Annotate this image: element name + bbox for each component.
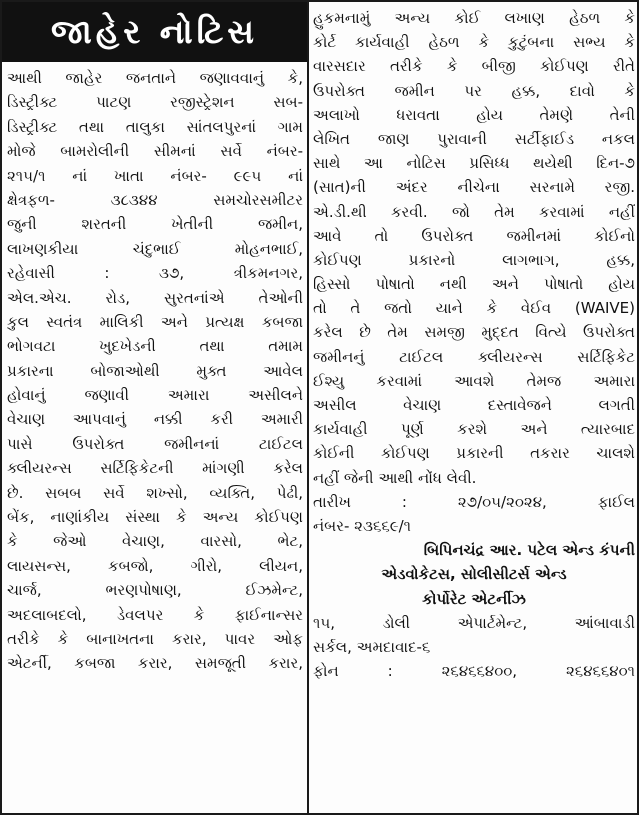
notice-line: એટર્ની, કબજા કરાર, સમજૂતી કરાર, <box>7 654 303 673</box>
notice-line: ડિસ્ટ્રીક્ટ પાટણ રજીસ્ટ્રેશન સબ- <box>7 93 303 112</box>
notice-line: આથી જાહેર જનતાને જણાવવાનું કે, <box>7 69 303 87</box>
address-line: સર્કલ, અમદાવાદ-૬ <box>313 637 431 656</box>
notice-line: છે. સબબ સર્વે શખ્સો, વ્યક્તિ, પેઢી, <box>7 483 303 502</box>
notice-line: કુલ સ્વતંત્ર માલિકી અને પ્રત્યક્ષ કબજા <box>7 312 303 331</box>
notice-line: તો તે જતો યાને કે વેઈવ (WAIVE) <box>313 299 635 318</box>
notice-line: ચાર્જ, ભરણપોષાણ, ઈઝમેન્ટ, <box>7 581 303 600</box>
notice-line: બેંક, નાણાંકીય સંસ્થા કે અન્ય કોઈપણ <box>7 508 303 527</box>
notice-line: ભોગવટા ખુદખેડની તથા તમામ <box>7 337 303 356</box>
column-divider <box>307 2 309 813</box>
notice-line: પ્રકારના બોજાઓથી મુક્ત આવેલ <box>7 361 303 380</box>
notice-line: પાસે ઉપરોક્ત જમીનનાં ટાઈટલ <box>7 434 303 453</box>
notice-line: કરેલ છે તેમ સમજી મુદ્દત વિત્યે ઉપરોક્ત <box>313 323 635 342</box>
notice-line: ૨૧૫/૧ નાં ખાતા નંબર- ૯૯૫ નાં <box>7 166 303 185</box>
notice-line: અલાખો ધરાવતા હોય તેમણે તેની <box>313 105 635 124</box>
file-number-line: નંબર- ૨૩૬૬૯/૧ <box>313 516 412 535</box>
notice-line: એલ.એચ. રોડ, સુરતનાંએ તેઓની <box>7 288 303 307</box>
notice-line: સાથે આ નોટિસ પ્રસિધ્ધ થયેથી દિન-૭ <box>313 154 635 173</box>
notice-line: અસીલ વેચાણ દસ્તાવેજને લગતી <box>313 396 635 414</box>
notice-title: જાહેર નોટિસ <box>50 12 259 51</box>
firm-name: બિપિનચંદ્ર આર. પટેલ એન્ડ કંપની <box>423 541 635 560</box>
notice-line: જમીનનું ટાઈટલ ક્લીયરન્સ સર્ટિફિકેટ <box>313 347 635 366</box>
notice-line: જુની શરતની ખેતીની જમીન, <box>7 215 303 234</box>
notice-line: હિસ્સો પોષાતો નથી અને પોષાતો હોય <box>313 275 635 294</box>
notice-line: આવે તો ઉપરોક્ત જમીનમાં કોઈનો <box>313 226 635 245</box>
address-line: ૧૫, ડોલી એપાર્ટમેન્ટ, આંબાવાડી <box>313 613 635 632</box>
firm-designation: કોર્પોરેટ એટર્નીઝ <box>422 589 526 608</box>
notice-line: ક્લીયરન્સ સર્ટિફિકેટની માંગણી કરેલ <box>7 459 303 478</box>
notice-line: રહેવાસી : ૩૭, ત્રીકમનગર, <box>7 264 303 283</box>
notice-column-left <box>7 66 303 812</box>
notice-line: નહીં જેની આથી નોંધ લેવી. <box>313 468 477 487</box>
notice-line: લાખણકીયા ચંદુભાઈ મોહનભાઈ, <box>7 239 303 258</box>
notice-line: એ.ડી.થી કરવી. જો તેમ કરવામાં નહીં <box>313 202 635 221</box>
notice-line: વેચાણ આપવાનું નક્કી કરી અમારી <box>7 410 303 429</box>
notice-line: મોજે બામરોલીની સીમનાં સર્વે નંબર- <box>7 142 303 161</box>
notice-line: તરીકે કે બાનાખતના કરાર, પાવર ઓફ <box>7 629 303 648</box>
notice-header <box>2 2 307 62</box>
notice-line: અદલાબદલો, ડેવલપર કે ફાઈનાન્સર <box>7 605 303 624</box>
notice-line: લાયસન્સ, કબજો, ગીરો, લીયન, <box>7 556 303 575</box>
notice-line: ક્ષેત્રફળ- ૩૮૩૪૪ સમચોરસમીટર <box>7 190 303 209</box>
phone-line: ફોન : ૨૬૪૬૬૪૦૦, ૨૬૪૬૬૪૦૧ <box>313 662 635 681</box>
notice-line: લેખિત જાણ પુરાવાની સર્ટીફાઈડ નકલ <box>313 129 635 148</box>
notice-line: કે જેઓ વેચાણ, વારસો, ભેટ, <box>7 532 303 551</box>
firm-designation: એડવોકેટસ, સોલીસીટર્સ એન્ડ <box>381 565 567 584</box>
notice-column-right <box>313 6 635 812</box>
notice-line: વારસદાર તરીકે કે બીજી કોઈપણ રીતે <box>313 57 635 76</box>
notice-line: ઈશ્યુ કરવામાં આવશે તેમજ અમારા <box>313 371 635 390</box>
date-file-line: તારીખ : ૨૭/૦૫/૨૦૨૪, ફાઈલ <box>313 492 635 511</box>
notice-line: કોઈપણ પ્રકારનો લાગભાગ, હક્ક, <box>313 250 635 269</box>
notice-line: ડિસ્ટ્રીક્ટ તથા તાલુકા સાંતલપુરનાં ગામ <box>7 117 303 136</box>
notice-line: કાર્યવાહી પૂર્ણ કરશે અને ત્યારબાદ <box>313 420 635 439</box>
notice-line: ઉપરોક્ત જમીન પર હક્ક, દાવો કે <box>313 81 635 100</box>
notice-line: કોઈની કોઈપણ પ્રકારની તકરાર ચાલશે <box>313 444 635 463</box>
notice-line: હુકમનામું અન્ય કોઈ લખાણ હેઠળ કે <box>313 9 635 27</box>
notice-line: કોર્ટ કાર્યવાહી હેઠળ કે કુટુંબના સભ્ય કે <box>313 33 635 52</box>
notice-line: હોવાનું જણાવી અમારા અસીલને <box>7 386 303 405</box>
notice-line: (સાત)ની અંદર નીચેના સરનામે રજી. <box>313 178 635 197</box>
